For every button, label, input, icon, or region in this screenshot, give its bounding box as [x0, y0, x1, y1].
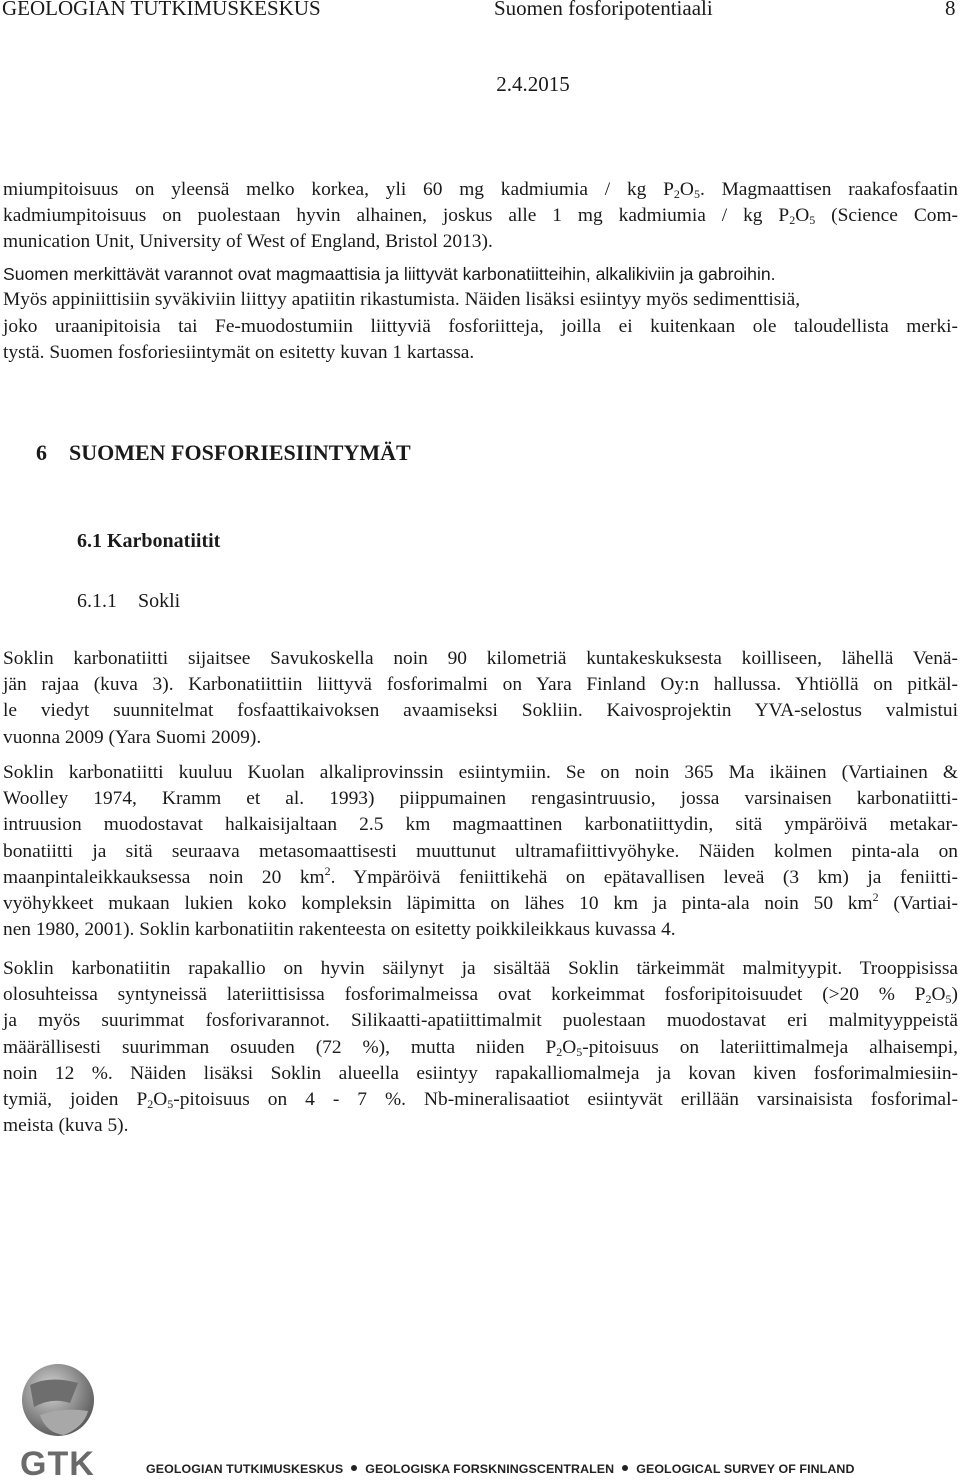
- text-line: Myös appiniittisiin syväkiviin liittyy apatiitin rikastumista. Näiden lisäksi esiintyy myös sedimenttisiä,: [3, 289, 801, 311]
- heading-text: SUOMEN FOSFORIESIINTYMÄT: [69, 440, 411, 465]
- occurrences-paragraph: [3, 261, 958, 367]
- header-page-number: 8: [945, 0, 956, 20]
- footer-org-en: GEOLOGICAL SURVEY OF FINLAND: [636, 1462, 855, 1476]
- text-line: munication Unit, University of West of England, Bristol 2013).: [3, 231, 493, 253]
- bullet-icon: [622, 1465, 628, 1471]
- bullet-icon: [351, 1465, 357, 1471]
- text-line: maanpintaleikkauksessa noin 20 $km^2$. Ympäröivä feniittikehä on epätavallisen leveä (3 km) ja feniitti-: [3, 863, 958, 888]
- text-line: Soklin karbonatiitti sijaitsee Savukoskella noin 90 kilometriä kuntakeskuksesta koilliseen, lähellä Venä-: [3, 648, 958, 669]
- text-line: Soklin karbonatiitti kuuluu Kuolan alkaliprovinssin esiintymiin. Se on noin 365 Ma ikäinen (Vartiainen &: [3, 762, 958, 783]
- text-line: noin 12 %. Näiden lisäksi Soklin alueella esiintyy rapakalliomalmeja ja kovan kiven fosforimalmiesiin-: [3, 1062, 958, 1084]
- heading-level-1: [36, 440, 411, 466]
- text-line: joko uraanipitoisia tai Fe-muodostumiin liittyviä fosforiitteja, joilla ei kuitenkaan ole taloudellista merki-: [3, 315, 958, 337]
- header-title: Suomen fosforipotentiaali: [494, 0, 713, 20]
- text-line: Suomen merkittävät varannot ovat magmaattisia ja liittyvät karbonatiitteihin, alkalikiviin ja gabroihin.: [3, 264, 776, 284]
- footer-organization-names: [146, 1462, 855, 1476]
- globe-icon: [22, 1364, 94, 1436]
- sokli-geology-paragraph: [3, 760, 958, 943]
- text-line: tymiä, joiden $P_2O_5$-pitoisuus on 4 - 7 %. Nb-mineralisaatiot esiintyvät erillään varsinaisista fosforimal-: [3, 1089, 958, 1112]
- text-line: nen 1980, 2001). Soklin karbonatiitin rakenteesta on esitetty poikkileikkaus kuvassa 4.: [3, 919, 676, 941]
- header-date: 2.4.2015: [496, 72, 570, 96]
- text-line: Woolley 1974, Kramm et al. 1993) piippumainen rengasintruusio, jossa varsinaisen karbonatiitti-: [3, 788, 958, 810]
- text-line: miumpitoisuus on yleensä melko korkea, yli 60 mg kadmiumia / kg $P_2O_5$. Magmaattisen raakafosfaatin: [3, 179, 959, 201]
- text-line: jän rajaa (kuva 3). Karbonatiittiin liittyvä fosforimalmi on Yara Finland Oy:n hallussa. Yhtiöllä on pitkäl-: [3, 674, 958, 696]
- text-line: tystä. Suomen fosforiesiintymät on esitetty kuvan 1 kartassa.: [3, 342, 475, 364]
- heading-number: 6: [36, 440, 47, 465]
- text-line: olosuhteissa syntyneissä lateriittisissa fosforimalmeissa ovat korkeimmat fosforipitoisuudet (>20 % $P_2O_5$): [3, 984, 958, 1007]
- text-line: bonatiitti ja sitä seuraava metasomaattisesti muuttunut ultramafiittivyöhyke. Näiden kolmen pinta-ala on: [3, 840, 958, 862]
- gtk-logo: [0, 1345, 140, 1480]
- text-line: kadmiumpitoisuus on puolestaan hyvin alhainen, joskus alle 1 mg kadmiumia / kg $P_2O_5$ (Science Com-: [3, 205, 958, 228]
- intro-paragraph: [3, 177, 958, 256]
- text-line: le viedyt suunnitelmat fosfaattikaivoksen avaamiseksi Sokliin. Kaivosprojektin YVA-selostus valmistui: [3, 700, 958, 722]
- heading-level-2: 6.1 Karbonatiitit: [77, 530, 221, 552]
- sokli-location-paragraph: [3, 646, 958, 751]
- text-line: intruusion muodostavat halkaisijaltaan 2.5 km magmaattinen karbonatiittydin, sitä ympäröivä metakar-: [3, 814, 958, 836]
- text-line: meista (kuva 5).: [3, 1115, 129, 1137]
- text-line: vyöhykkeet mukaan lukien koko kompleksin läpimitta on lähes 10 km ja pinta-ala noin 50 $km^2$ (Vartiai-: [3, 890, 958, 915]
- heading-number: 6.1.1: [77, 590, 117, 612]
- text-line: vuonna 2009 (Yara Suomi 2009).: [3, 726, 262, 748]
- gtk-logo-text: GTK: [20, 1445, 95, 1480]
- text-line: ja myös suurimmat fosforivarannot. Silikaatti-apatiittimalmit puolestaan muodostavat eri malmityyppeistä: [3, 1010, 958, 1032]
- text-line: Soklin karbonatiitin rapakallio on hyvin säilynyt ja sisältää Soklin tärkeimmät malmityypit. Trooppisissa: [3, 958, 958, 979]
- heading-level-3: [77, 590, 180, 613]
- footer-org-sv: GEOLOGISKA FORSKNINGSCENTRALEN: [365, 1462, 615, 1476]
- header-org: GEOLOGIAN TUTKIMUSKESKUS: [2, 0, 321, 20]
- sokli-ore-types-paragraph: [3, 956, 958, 1139]
- heading-text: Sokli: [138, 590, 181, 612]
- page-footer: [0, 1345, 960, 1480]
- footer-org-fi: GEOLOGIAN TUTKIMUSKESKUS: [146, 1462, 344, 1476]
- text-line: määrällisesti suurimman osuuden (72 %), mutta niiden $P_2O_5$-pitoisuus on lateriittimalmeja alhaisempi,: [3, 1036, 958, 1059]
